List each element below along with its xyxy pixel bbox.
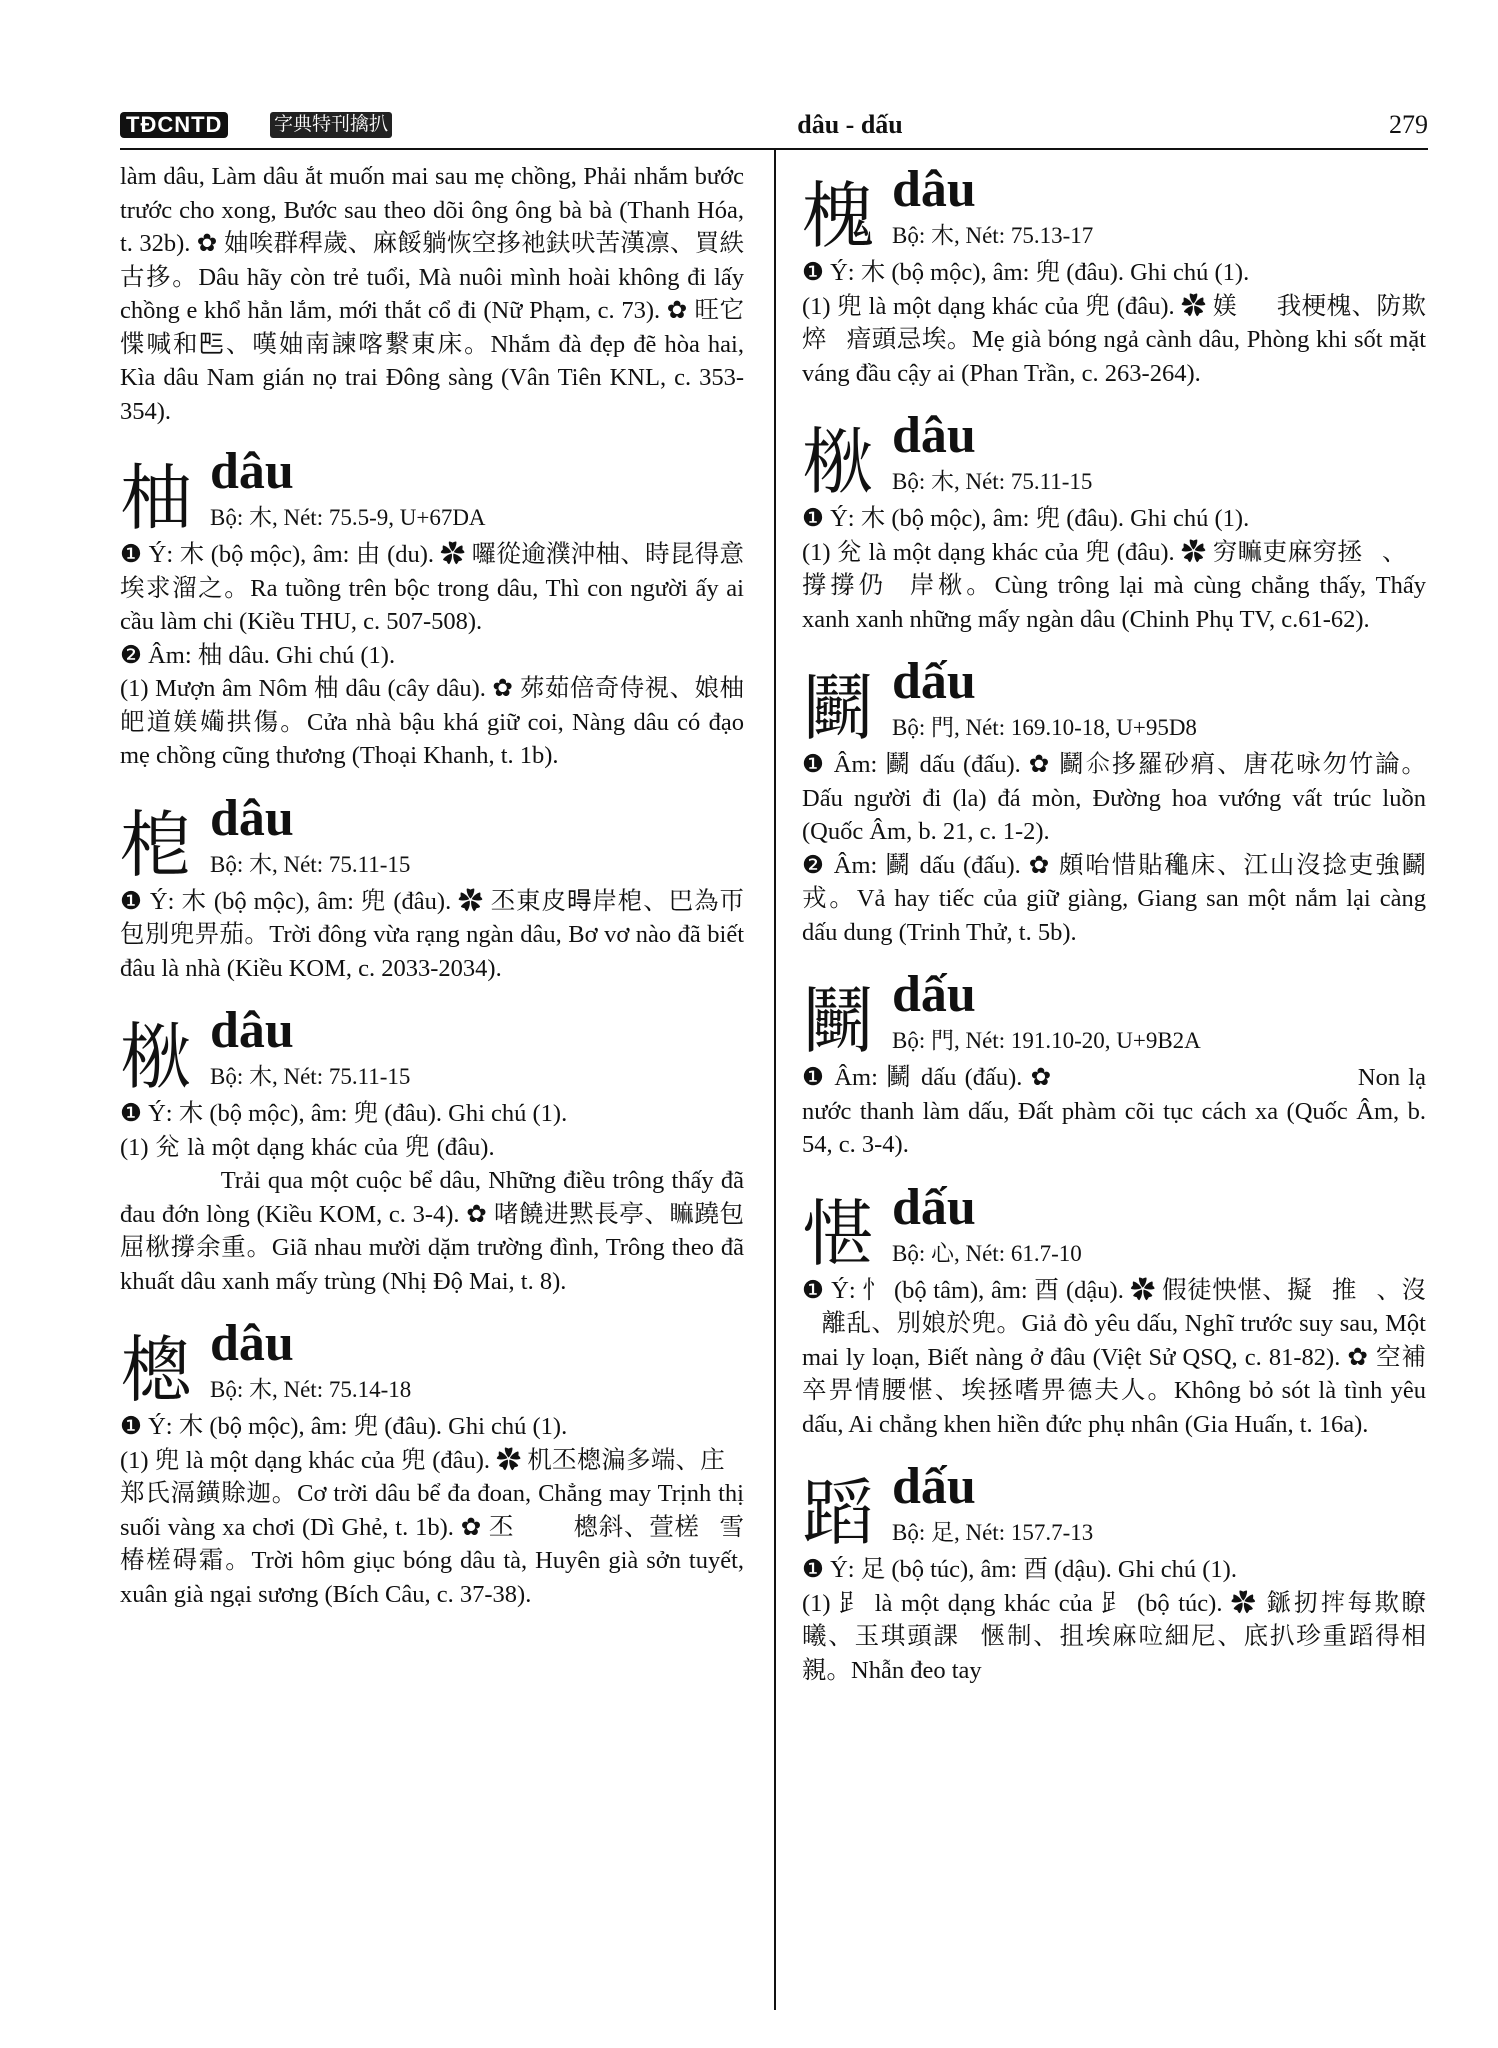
entry-meta: Bộ: 足, Nét: 157.7-13 bbox=[892, 1520, 1094, 1545]
entry-head bbox=[120, 1001, 744, 1097]
entry-sense2: ❷ Âm: 鬬 dấu (đấu). ✿ 頗咍惜貼䆋床、江山沒捻吏強鬬戎。Vả hay tiếc của giữ giàng, Giang san một nắm lại càng dấu dung (Trinh Thử, t. 5b). bbox=[802, 851, 1426, 946]
entry-glyph: 樬 bbox=[120, 1328, 193, 1412]
entry-headword: dâu bbox=[210, 789, 294, 847]
dictionary-entry bbox=[802, 160, 1426, 390]
left-column bbox=[120, 160, 744, 1627]
entry-glyph: 鬬 bbox=[802, 666, 875, 750]
entry-meta: Bộ: 木, Nét: 75.14-18 bbox=[210, 1377, 412, 1402]
dictionary-entry bbox=[802, 1178, 1426, 1442]
entry-head bbox=[120, 789, 744, 885]
right-column bbox=[802, 160, 1426, 1703]
page-number: 279 bbox=[1389, 110, 1428, 139]
entry-head bbox=[802, 1457, 1426, 1553]
entry-note: (1) 兜 là một dạng khác của 兜 (đâu). ✿ 媄𦬑𩂀我梗槐、防欺焠𩈘瘖頭忌埃。Mẹ già bóng ngả cành dâu, Phòng khi sốt mặt váng đầu cậy ai (Phan Trần, c. 263-264). bbox=[802, 292, 1426, 387]
entry-headword: dâu bbox=[892, 161, 976, 218]
entry-note: (1) 兜 là một dạng khác của 兜 (đâu). ✿ 机丕樬㴜多端、庄𦓡郑氏滆鐄賖迦。Cơ trời dâu bể đa đoan, Chẳng may Trịnh thị suối vàng xa chơi (Dì Ghẻ, t. 1b). ✿ 丕𣋚𡀳𩂀樬斜、萱槎𢝙雪椿槎碍霜。Trời hôm giục bóng dâu tà, Huyên già sởn tuyết, xuân già ngại sương (Bích Câu, c. 37-38). bbox=[120, 1446, 744, 1608]
column-divider bbox=[774, 150, 776, 2010]
running-head: dâu - dấu bbox=[797, 110, 903, 139]
tdcntd-logo: TĐCNTD bbox=[120, 112, 228, 138]
entry-meta: Bộ: 木, Nét: 75.11-15 bbox=[210, 851, 411, 877]
continuation-text: làm dâu, Làm dâu ắt muốn mai sau mẹ chồng, Phải nhắm bước trước cho xong, Bước sau theo dõi ông ông bà bà (Thanh Hóa, t. 32b). ✿ 妯唉群稈歲、麻餒躺恢空拸祂鈇吠苦漢凛、買紩古拸。Dâu hãy còn trẻ tuổi, Mà nuôi mình hoài không đi lấy chồng e khổ hẳn lắm, mới thắt cổ đi (Nữ Phạm, c. 73). ✿ 旺它惵喊和𠀧、嘆妯南諫喀繋東床。Nhắm đà đẹp đẽ hòa hai, Kìa dâu Nam gián nọ trai Đông sàng (Vân Tiên KNL, c. 353-354). bbox=[120, 163, 744, 425]
entry-headword: dâu bbox=[210, 443, 294, 500]
entry-sense1: ❶ Ý: 木 (bộ mộc), âm: 由 (du). ✿ 囉從逾濮沖柚、時昆得意埃求溜之。Ra tuồng trên bộc trong dâu, Thì con người ấy ai cầu làm chi (Kiều THU, c. 507-508). bbox=[120, 541, 744, 635]
entry-note: (1) 𧾷 là một dạng khác của 𧾷 (bộ túc). ✿ 鎃扨𢭂每欺瞭曦、玉琪頭課𢫘愜制、抯埃麻㕸細尼、底扒珍重蹈得相親。Nhẫn đeo tay bbox=[802, 1589, 1426, 1684]
entry-headword: dâu bbox=[210, 1002, 294, 1059]
entry-headword: dâu bbox=[210, 1315, 294, 1372]
entry-sense1: ❶ Ý: 木 (bộ mộc), âm: 兜 (đâu). Ghi chú (1). bbox=[802, 259, 1250, 286]
entry-sense1: ❶ Ý: 忄 (bộ tâm), âm: 酉 (dậu). ✿ 假徒怏愖、擬𠓀推𢀨、沒𣈕離乱、別娘於兜。Giả đò yêu dấu, Nghĩ trước suy sau, Một mai ly loạn, Biết nàng ở đâu (Việt Sử QSQ, c. 81-82). ✿ 空補卒畀情腰愖、埃拯嗜畀德夫人。Không bỏ sót là tình yêu dấu, Ai chẳng khen hiền đức phụ nhân (Gia Huấn, t. 16a). bbox=[802, 1276, 1426, 1438]
entry-head bbox=[120, 1314, 744, 1410]
entry-head bbox=[802, 652, 1426, 748]
entry-meta: Bộ: 木, Nét: 75.5-9, U+67DA bbox=[210, 505, 486, 530]
entry-meta: Bộ: 心, Nét: 61.7-10 bbox=[892, 1240, 1082, 1266]
entry-head bbox=[802, 160, 1426, 256]
entry-head bbox=[802, 1178, 1426, 1274]
entry-head bbox=[802, 965, 1426, 1061]
entry-meta: Bộ: 門, Nét: 191.10-20, U+9B2A bbox=[892, 1028, 1201, 1053]
entry-sense1: ❶ Âm: 鬬 dấu (đấu). ✿ 鬬𠇍拸羅砂㾓、唐花咏勿竹論。Dấu người đi (la) đá mòn, Đường hoa vướng vất trúc luồn (Quốc Âm, b. 21, c. 1-2). bbox=[802, 751, 1426, 845]
entry-glyph: 鬭 bbox=[802, 979, 875, 1063]
entry-meta: Bộ: 木, Nét: 75.13-17 bbox=[892, 223, 1094, 248]
entry-glyph: 梎 bbox=[120, 802, 193, 887]
entry-headword: dấu bbox=[892, 1458, 976, 1515]
dictionary-entry bbox=[802, 965, 1426, 1162]
entry-sense1: ❶ Ý: 木 (bộ mộc), âm: 兜 (đâu). Ghi chú (1). bbox=[120, 1100, 568, 1127]
entry-headword: dâu bbox=[892, 407, 976, 464]
dictionary-entry bbox=[120, 1001, 744, 1298]
entry-glyph: 梑 bbox=[120, 1015, 193, 1099]
entry-sense2: ❷ Âm: 柚 dâu. Ghi chú (1). bbox=[120, 641, 396, 669]
entry-headword: dấu bbox=[892, 1178, 976, 1236]
entry-glyph: 愖 bbox=[802, 1191, 875, 1276]
entry-note: (1) 兊 là một dạng khác của 兜 (đâu). ✿ 𨀈戈沒局㴜梑、仍調𥊚𧡊㐌疠疸悉。Trải qua một cuộc bể dâu, Những điều trông thấy đã đau đớn lòng (Kiều KOM, c. 3-4). ✿ 啫饒进黙長亭、𥊚蹺包屈梑撐余重。Giã nhau mười dặm trường đình, Trông theo đã khuất dâu xanh mấy trùng (Nhị Độ Mai, t. 8). bbox=[120, 1133, 744, 1295]
entry-glyph: 蹈 bbox=[802, 1471, 875, 1555]
dictionary-entry bbox=[120, 1314, 744, 1611]
entry-note: (1) Mượn âm Nôm 柚 dâu (cây dâu). ✿ 茒茹倍奇侍視、娘柚皅道媄𡢼拱傷。Cửa nhà bậu khá giữ coi, Nàng dâu có đạo mẹ chồng cũng thương (Thoại Khanh, t. 1b). bbox=[120, 675, 744, 769]
dictionary-entry bbox=[120, 789, 744, 986]
entry-meta: Bộ: 門, Nét: 169.10-18, U+95D8 bbox=[892, 715, 1197, 740]
dictionary-entry bbox=[802, 652, 1426, 949]
entry-headword: dấu bbox=[892, 966, 976, 1023]
entry-glyph: 梑 bbox=[802, 420, 875, 504]
dictionary-entry bbox=[802, 406, 1426, 636]
entry-glyph: 柚 bbox=[120, 456, 193, 540]
entry-glyph: 槐 bbox=[802, 174, 875, 258]
dictionary-entry bbox=[802, 1457, 1426, 1687]
entry-sense1: ❶ Ý: 木 (bộ mộc), âm: 兜 (đâu). Ghi chú (1). bbox=[802, 505, 1250, 532]
entry-sense1: ❶ Ý: 足 (bộ túc), âm: 酉 (dậu). Ghi chú (1). bbox=[802, 1556, 1237, 1583]
dictionary-entry bbox=[120, 442, 744, 773]
page-header bbox=[120, 108, 1428, 144]
entry-note: (1) 兊 là một dạng khác của 兜 (đâu). ✿ 穷𥊚吏麻穷拯𧡊、𧡊撐撐仍𠦳岸梑。Cùng trông lại mà cùng chẳng thấy, Thấy xanh xanh những mấy ngàn dâu (Chinh Phụ TV, c.61-62). bbox=[802, 538, 1426, 633]
entry-sense1: ❶ Ý: 木 (bộ mộc), âm: 兜 (đâu). Ghi chú (1). bbox=[120, 1413, 568, 1440]
entry-meta: Bộ: 木, Nét: 75.11-15 bbox=[210, 1064, 411, 1089]
entry-sense1: ❶ Ý: 木 (bộ mộc), âm: 兜 (đâu). ✿ 丕東皮𣈜岸梎、巴為帀包別兜畀茄。Trời đông vừa rạng ngàn dâu, Bơ vơ nào đã biết đâu là nhà (Kiều KOM, c. 2033-2034). bbox=[120, 887, 744, 982]
entry-head bbox=[802, 406, 1426, 502]
entry-sense1: ❶ Âm: 鬭 dấu (đấu). ✿ 𡛔邏渃清溜鬭、坦凡堘俗隔賖。Non lạ nước thanh làm dấu, Đất phàm cõi tục cách xa (Quốc Âm, b. 54, c. 3-4). bbox=[802, 1064, 1426, 1158]
han-nom-logo: 字典特刊擒扒 bbox=[270, 112, 392, 138]
entry-meta: Bộ: 木, Nét: 75.11-15 bbox=[892, 469, 1093, 494]
entry-headword: dấu bbox=[892, 653, 976, 710]
entry-head bbox=[120, 442, 744, 538]
